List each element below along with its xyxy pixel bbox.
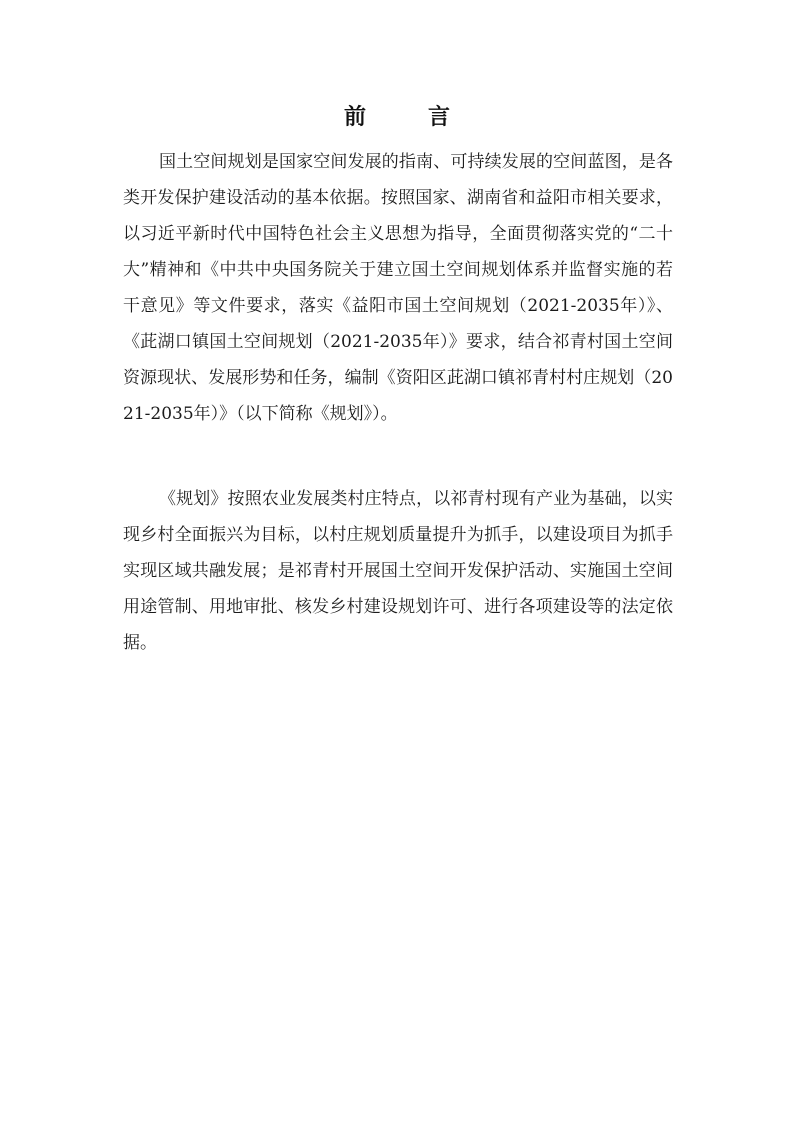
paragraph-1-block bbox=[123, 144, 673, 432]
page-title: 前 言 bbox=[343, 104, 470, 130]
paragraph-2-block bbox=[123, 481, 673, 661]
paragraph-1: 国土空间规划是国家空间发展的指南、可持续发展的空间蓝图，是各类开发保护建设活动的基本依据。按照国家、湖南省和益阳市相关要求，以习近平新时代中国特色社会主义思想为指导，全面贯彻落实党的“二十大”精神和《中共中央国务院关于建立国土空间规划体系并监督实施的若干意见》等文件要求，落实《益阳市国土空间规划（2021-2035年）》、《茈湖口镇国土空间规划（2021-2035年）》要求，结合祁青村国土空间资源现状、发展形势和任务，编制《资阳区茈湖口镇祁青村村庄规划（2021-2035年）》（以下简称《规划》）。 bbox=[123, 152, 673, 424]
paragraph-2: 《规划》按照农业发展类村庄特点，以祁青村现有产业为基础，以实现乡村全面振兴为目标，以村庄规划质量提升为抓手，以建设项目为抓手实现区域共融发展；是祁青村开展国土空间开发保护活动、实施国土空间用途管制、用地审批、核发乡村建设规划许可、进行各项建设等的法定依据。 bbox=[123, 489, 673, 653]
